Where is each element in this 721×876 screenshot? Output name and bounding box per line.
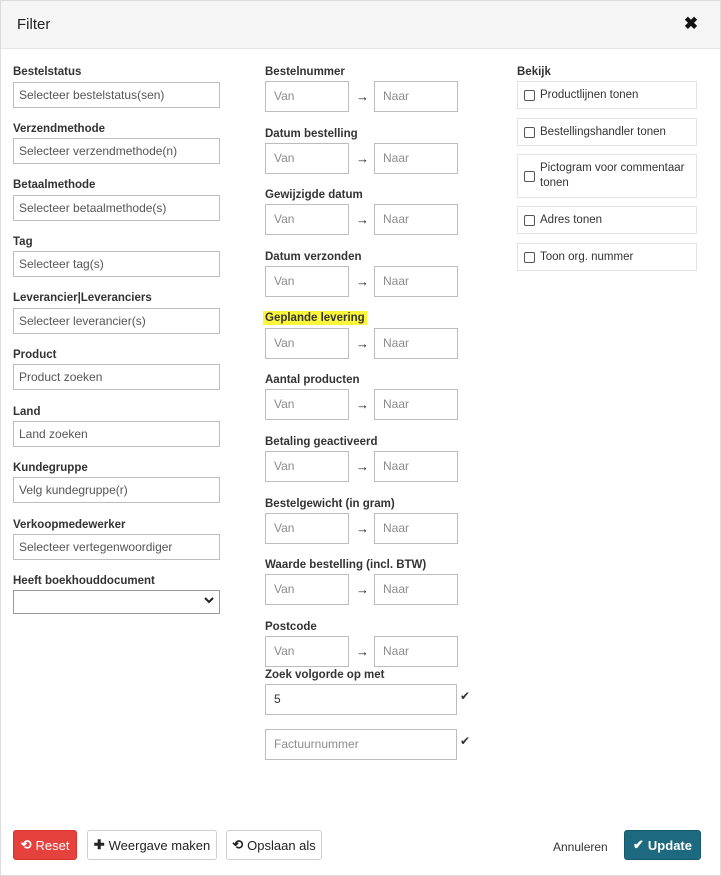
save-as-label: Opslaan als bbox=[247, 837, 316, 853]
bestelnummer-from[interactable]: Van bbox=[265, 81, 349, 112]
label-zoek-volgorde: Zoek volgorde op met bbox=[265, 669, 385, 681]
datum-verzonden-from[interactable]: Van bbox=[265, 266, 349, 297]
checkbox[interactable] bbox=[524, 252, 535, 263]
product-input[interactable]: Product zoeken bbox=[13, 364, 220, 390]
range-arrow: → bbox=[356, 397, 369, 412]
update-button[interactable] bbox=[624, 830, 701, 860]
geplande-levering-to[interactable]: Naar bbox=[374, 328, 458, 359]
postcode-to[interactable]: Naar bbox=[374, 636, 458, 667]
check-icon[interactable]: ✔ bbox=[460, 689, 471, 703]
label-bestelnummer: Bestelnummer bbox=[265, 66, 345, 78]
option-label: Adres tonen bbox=[540, 214, 603, 226]
label-datum-verzonden: Datum verzonden bbox=[265, 251, 362, 263]
option-label: Pictogram voor commentaar tonen bbox=[540, 162, 685, 189]
label-land: Land bbox=[13, 406, 41, 418]
kundegruppe-input[interactable]: Velg kundegruppe(r) bbox=[13, 477, 220, 503]
save-as-button[interactable] bbox=[226, 830, 322, 860]
bekijk-title: Bekijk bbox=[517, 66, 551, 78]
reset-icon: ⟲ bbox=[20, 837, 32, 852]
verzendmethode-input[interactable]: Selecteer verzendmethode(n) bbox=[13, 138, 220, 164]
label-datum-bestelling: Datum bestelling bbox=[265, 128, 358, 140]
option-pictogram-commentaar[interactable] bbox=[517, 154, 697, 198]
range-arrow: → bbox=[356, 459, 369, 474]
update-label: Update bbox=[647, 837, 692, 853]
geplande-levering-from[interactable]: Van bbox=[265, 328, 349, 359]
verkoopmedewerker-input[interactable]: Selecteer vertegenwoordiger bbox=[13, 534, 220, 560]
bestelgewicht-from[interactable]: Van bbox=[265, 513, 349, 544]
make-view-button[interactable] bbox=[87, 830, 217, 860]
range-arrow: → bbox=[356, 521, 369, 536]
range-arrow: → bbox=[356, 212, 369, 227]
label-gewijzigde-datum: Gewijzigde datum bbox=[265, 189, 363, 201]
check-icon: ✔ bbox=[633, 837, 644, 852]
land-input[interactable]: Land zoeken bbox=[13, 421, 220, 447]
dialog-header bbox=[1, 1, 720, 49]
option-label: Productlijnen tonen bbox=[540, 89, 639, 101]
bestelgewicht-to[interactable]: Naar bbox=[374, 513, 458, 544]
label-betaling-geactiveerd: Betaling geactiveerd bbox=[265, 436, 378, 448]
option-label: Toon org. nummer bbox=[540, 251, 634, 263]
make-view-label: Weergave maken bbox=[108, 837, 211, 853]
label-postcode: Postcode bbox=[265, 621, 317, 633]
zoek-volgorde-input[interactable]: 5 bbox=[265, 684, 457, 715]
label-boekhouddocument: Heeft boekhouddocument bbox=[13, 575, 155, 587]
range-arrow: → bbox=[356, 151, 369, 166]
boekhouddocument-select[interactable] bbox=[13, 590, 220, 614]
checkbox[interactable] bbox=[524, 171, 535, 182]
option-adres[interactable] bbox=[517, 206, 697, 234]
label-bestelgewicht: Bestelgewicht (in gram) bbox=[265, 498, 395, 510]
aantal-producten-from[interactable]: Van bbox=[265, 389, 349, 420]
range-arrow: → bbox=[356, 582, 369, 597]
label-product: Product bbox=[13, 349, 57, 361]
label-bestelstatus: Bestelstatus bbox=[13, 66, 82, 78]
range-arrow: → bbox=[356, 89, 369, 104]
label-geplande-levering: Geplande levering bbox=[265, 312, 365, 324]
aantal-producten-to[interactable]: Naar bbox=[374, 389, 458, 420]
gewijzigde-datum-to[interactable]: Naar bbox=[374, 204, 458, 235]
tag-input[interactable]: Selecteer tag(s) bbox=[13, 251, 220, 277]
gewijzigde-datum-from[interactable]: Van bbox=[265, 204, 349, 235]
betaling-geactiveerd-from[interactable]: Van bbox=[265, 451, 349, 482]
range-arrow: → bbox=[356, 644, 369, 659]
factuurnummer-input[interactable]: Factuurnummer bbox=[265, 729, 457, 760]
betaalmethode-input[interactable]: Selecteer betaalmethode(s) bbox=[13, 195, 220, 221]
betaling-geactiveerd-to[interactable]: Naar bbox=[374, 451, 458, 482]
undo-icon: ⟲ bbox=[232, 837, 244, 852]
option-org-nummer[interactable] bbox=[517, 243, 697, 271]
bestelstatus-input[interactable]: Selecteer bestelstatus(sen) bbox=[13, 82, 220, 108]
waarde-bestelling-from[interactable]: Van bbox=[265, 574, 349, 605]
label-tag: Tag bbox=[13, 236, 33, 248]
datum-verzonden-to[interactable]: Naar bbox=[374, 266, 458, 297]
label-verzendmethode: Verzendmethode bbox=[13, 123, 106, 135]
datum-bestelling-from[interactable]: Van bbox=[265, 143, 349, 174]
close-icon[interactable]: ✖ bbox=[683, 14, 699, 33]
check-icon[interactable]: ✔ bbox=[460, 734, 471, 748]
waarde-bestelling-to[interactable]: Naar bbox=[374, 574, 458, 605]
checkbox[interactable] bbox=[524, 127, 535, 138]
label-aantal-producten: Aantal producten bbox=[265, 374, 360, 386]
option-label: Bestellingshandler tonen bbox=[540, 126, 666, 138]
dialog-title: Filter bbox=[17, 16, 51, 33]
plus-icon: ✚ bbox=[93, 837, 105, 852]
reset-button[interactable] bbox=[13, 830, 77, 860]
range-arrow: → bbox=[356, 274, 369, 289]
leverancier-input[interactable]: Selecteer leverancier(s) bbox=[13, 308, 220, 334]
postcode-from[interactable]: Van bbox=[265, 636, 349, 667]
reset-label: Reset bbox=[35, 837, 70, 853]
label-waarde-bestelling: Waarde bestelling (incl. BTW) bbox=[265, 559, 427, 571]
label-verkoopmedewerker: Verkoopmedewerker bbox=[13, 519, 126, 531]
option-bestellingshandler[interactable] bbox=[517, 118, 697, 146]
range-arrow: → bbox=[356, 336, 369, 351]
checkbox[interactable] bbox=[524, 90, 535, 101]
label-kundegruppe: Kundegruppe bbox=[13, 462, 88, 474]
label-betaalmethode: Betaalmethode bbox=[13, 179, 96, 191]
label-leverancier: Leverancier|Leveranciers bbox=[13, 292, 152, 304]
datum-bestelling-to[interactable]: Naar bbox=[374, 143, 458, 174]
chevron-down-icon bbox=[203, 594, 215, 609]
checkbox[interactable] bbox=[524, 215, 535, 226]
cancel-button[interactable]: Annuleren bbox=[553, 840, 608, 854]
option-productlijnen[interactable] bbox=[517, 81, 697, 109]
bestelnummer-to[interactable]: Naar bbox=[374, 81, 458, 112]
